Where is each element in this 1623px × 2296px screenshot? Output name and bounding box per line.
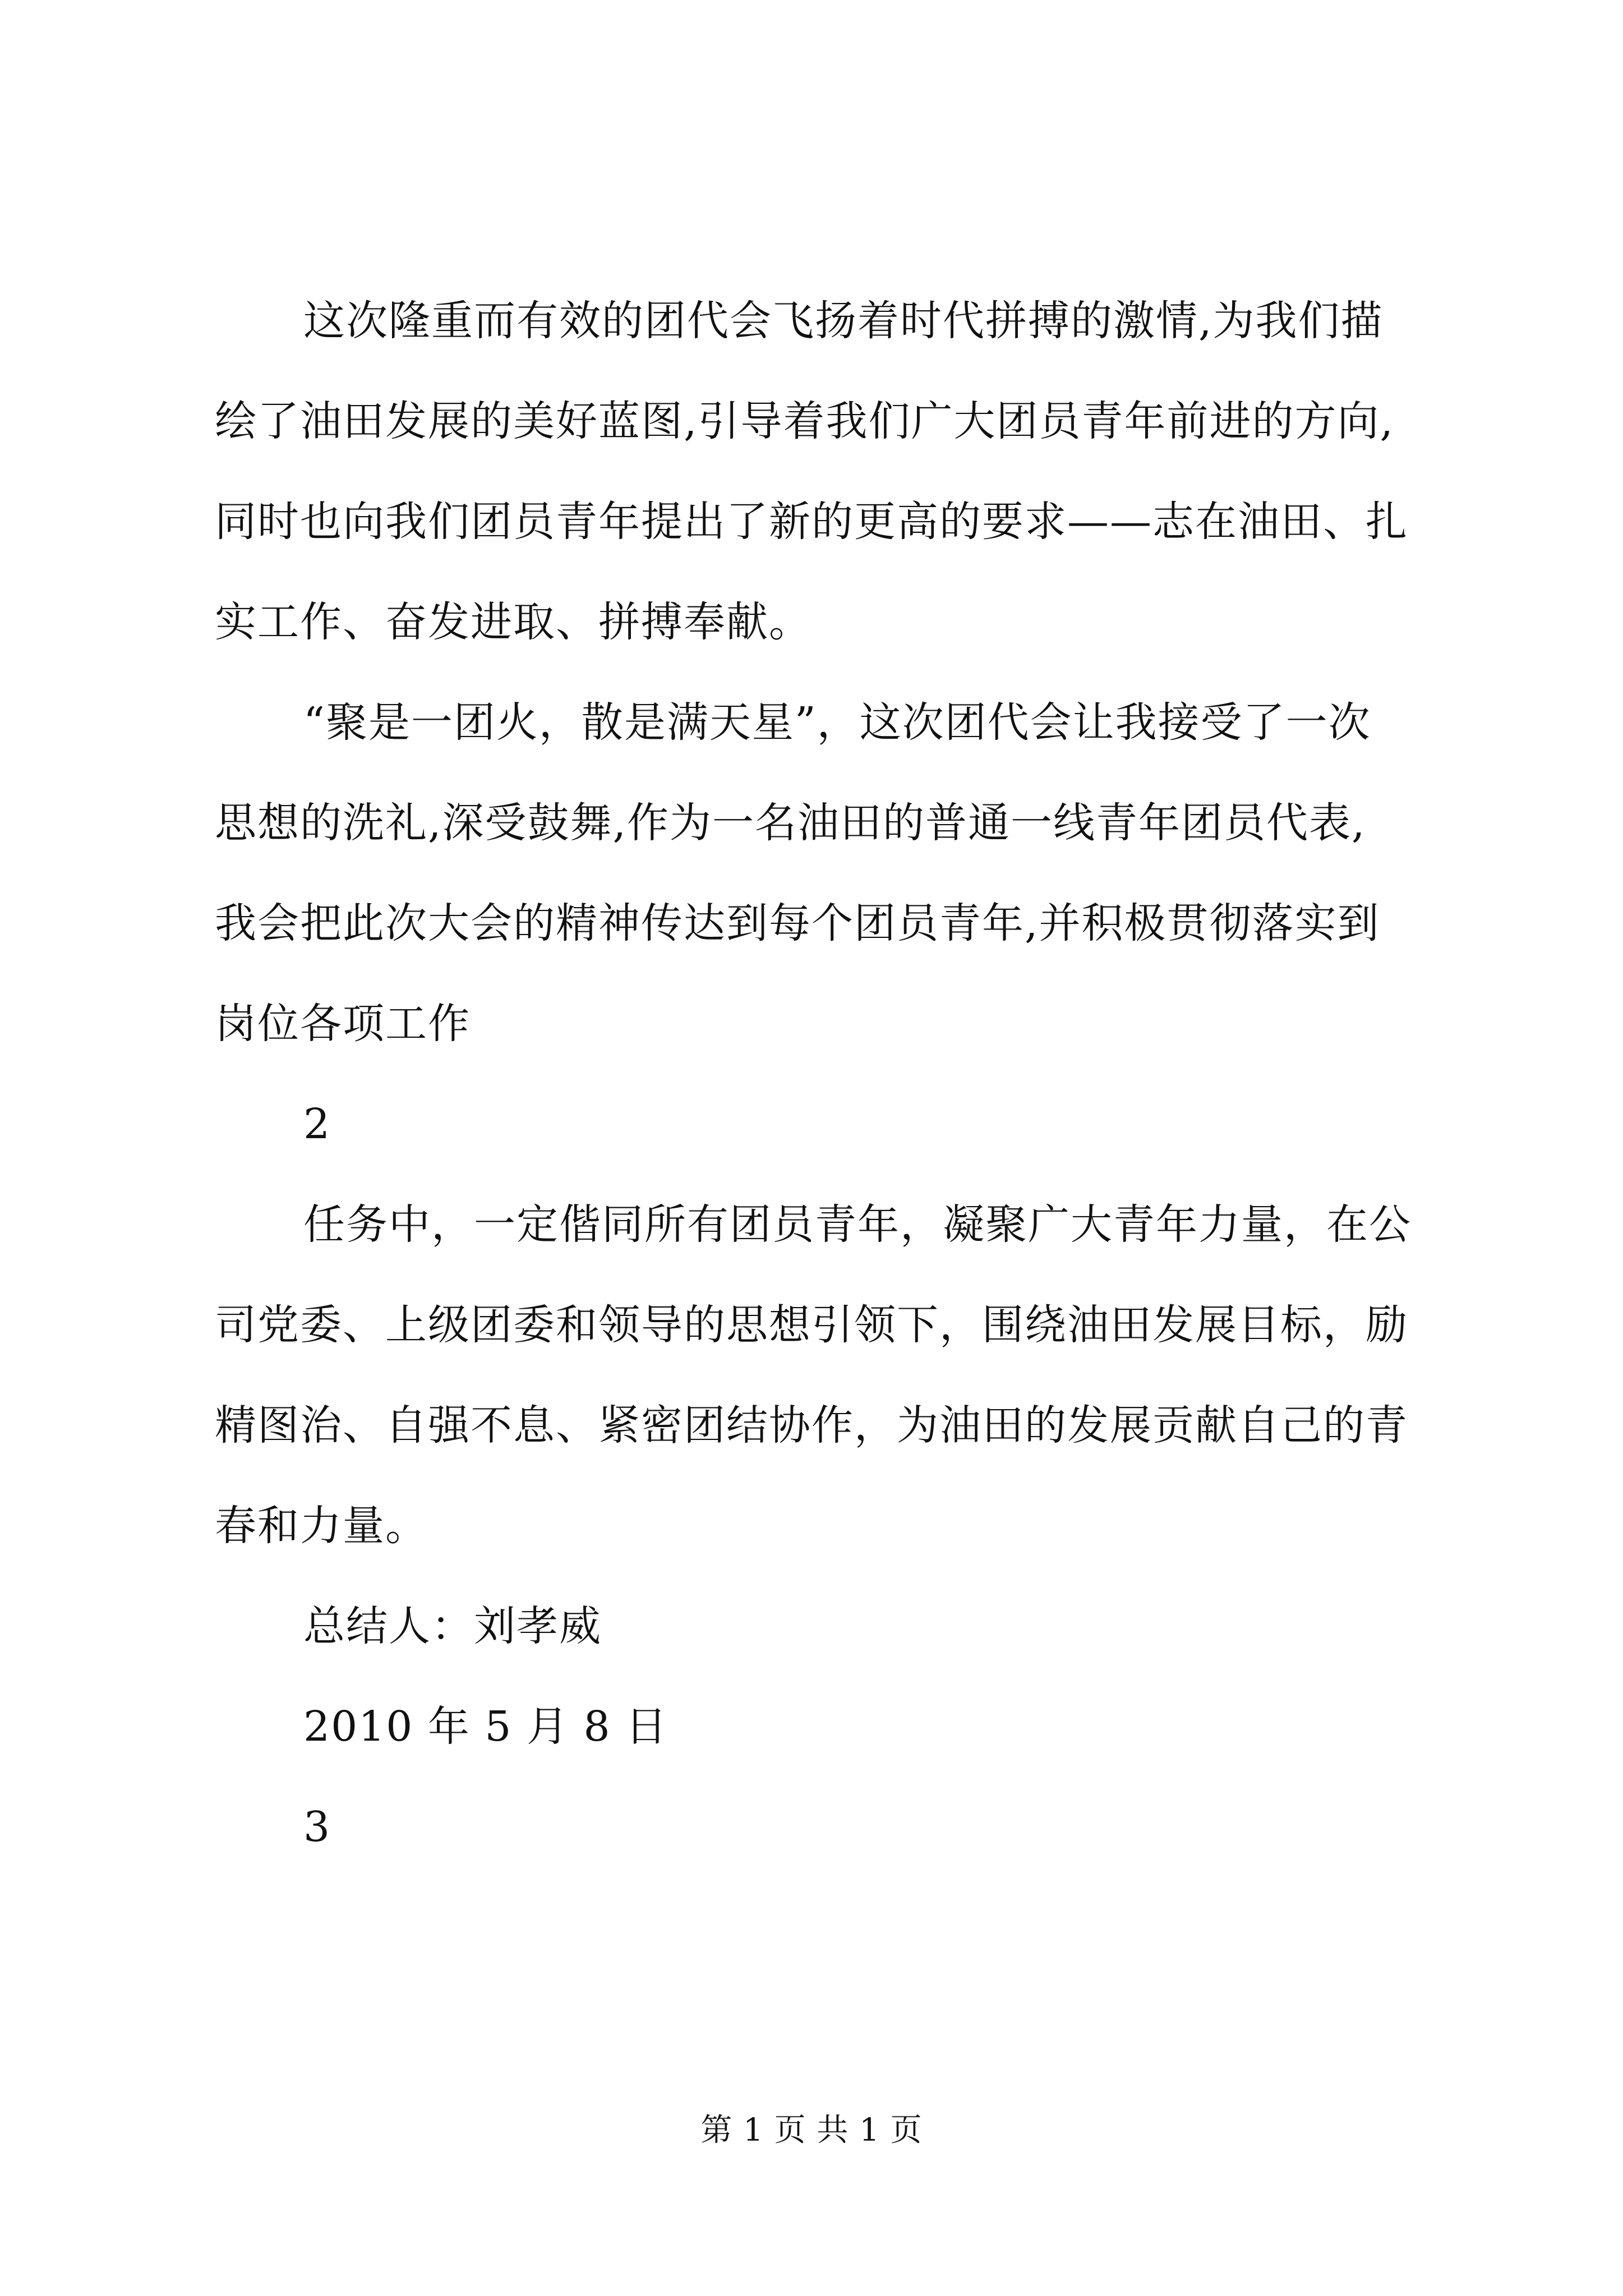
page-footer: 第 1 页 共 1 页 xyxy=(700,2112,923,2148)
author-line: 总结人：刘孝威 xyxy=(303,1602,602,1650)
paragraph-2-line-3: 我会把此次大会的精神传达到每个团员青年,并积极贯彻落实到 xyxy=(215,899,1380,947)
paragraph-1-line-1: 这次隆重而有效的团代会飞扬着时代拼搏的激情,为我们描 xyxy=(303,297,1384,345)
paragraph-3-line-2: 司党委、上级团委和领导的思想引领下，围绕油田发展目标，励 xyxy=(215,1301,1408,1349)
paragraph-3-line-3: 精图治、自强不息、紧密团结协作，为油田的发展贡献自己的青 xyxy=(215,1401,1408,1450)
date-line: 2010 年 5 月 8 日 xyxy=(303,1703,668,1751)
paragraph-2-line-1: “聚是一团火，散是满天星”，这次团代会让我接受了一次 xyxy=(303,698,1371,747)
paragraph-3-line-1: 任务中，一定偕同所有团员青年，凝聚广大青年力量，在公 xyxy=(303,1200,1412,1249)
page-number-2: 2 xyxy=(303,1100,331,1148)
page-number-3: 3 xyxy=(303,1803,331,1851)
paragraph-1-line-2: 绘了油田发展的美好蓝图,引导着我们广大团员青年前进的方向, xyxy=(215,397,1395,445)
paragraph-2-line-4: 岗位各项工作 xyxy=(215,1000,471,1048)
paragraph-1-line-3: 同时也向我们团员青年提出了新的更高的要求——志在油田、扎 xyxy=(215,498,1408,546)
paragraph-3-line-4: 春和力量。 xyxy=(215,1502,428,1550)
document-body xyxy=(215,297,1437,1907)
paragraph-1-line-4: 实工作、奋发进取、拼搏奉献。 xyxy=(215,598,811,646)
paragraph-2-line-2: 思想的洗礼,深受鼓舞,作为一名油田的普通一线青年团员代表, xyxy=(215,799,1366,847)
